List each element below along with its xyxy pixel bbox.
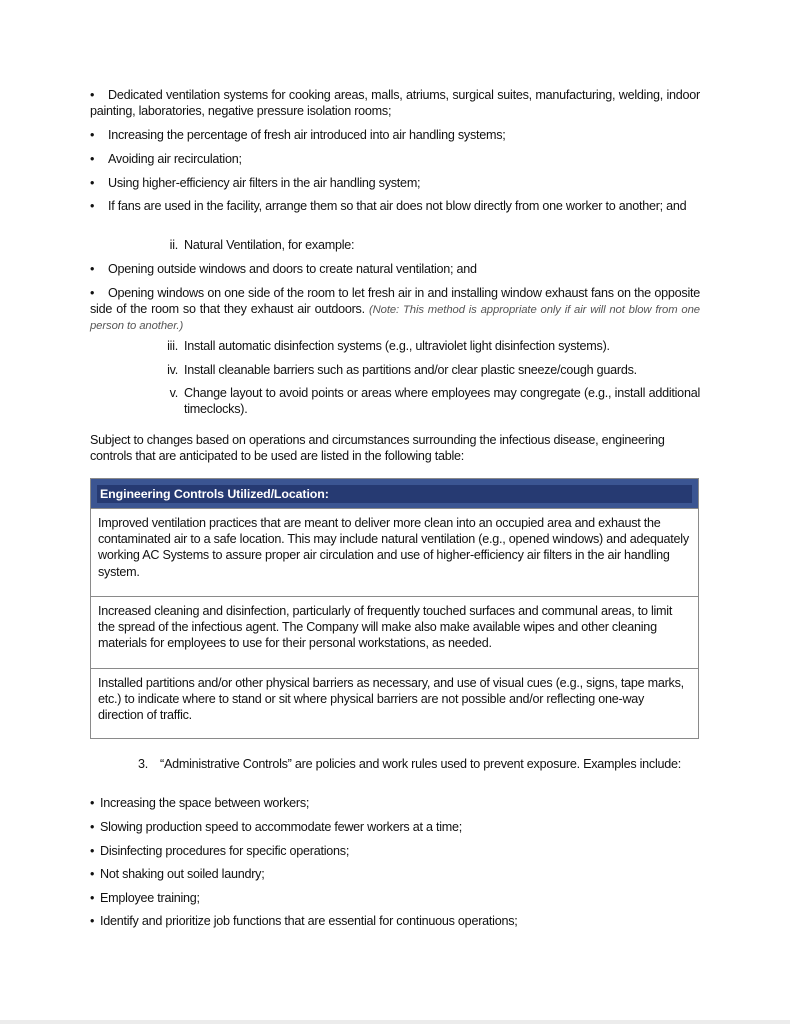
list-item: • Identify and prioritize job functions that are essential for continuous operations; bbox=[90, 914, 518, 928]
list-item: • Dedicated ventilation systems for cooking areas, malls, atriums, surgical suites, manufacturing, welding, indoor painting, laboratories, negative pressure isolation rooms; bbox=[90, 88, 700, 118]
table-header-label: Engineering Controls Utilized/Location: bbox=[97, 485, 692, 503]
roman-list-item: iv. Install cleanable barriers such as partitions and/or clear plastic sneeze/cough guards. bbox=[148, 363, 700, 379]
list-number: iv. bbox=[167, 363, 178, 377]
list-number: iii. bbox=[167, 339, 178, 353]
bullet-icon: • bbox=[90, 88, 95, 102]
list-item: • Avoiding air recirculation; bbox=[90, 152, 242, 166]
table-row: Installed partitions and/or other physical barriers as necessary, and use of visual cues (e.g., signs, tape marks, etc.) to indicate where to stand or sit where physical barriers are not possible and/or reflecting one-way direction of traffic. bbox=[91, 668, 698, 738]
table-header bbox=[91, 479, 698, 508]
numbered-list-item: 3. “Administrative Controls” are policies and work rules used to prevent exposure. Examples include: bbox=[130, 757, 700, 773]
bullet-icon: • bbox=[90, 286, 95, 300]
table-row: Improved ventilation practices that are meant to deliver more clean into an occupied area and exhaust the contaminated air to a safe location. This may include natural ventilation (e.g., opened windows) and adequately working AC Systems to assure proper air circulation and use of higher-efficiency air filters in the air handling system. bbox=[91, 508, 698, 596]
intro-paragraph: Subject to changes based on operations and circumstances surrounding the infectious disease, engineering controls that are anticipated to be used are listed in the following table: bbox=[90, 433, 665, 463]
list-item: • If fans are used in the facility, arrange them so that air does not blow directly from one worker to another; and bbox=[90, 199, 687, 213]
list-item: • Increasing the percentage of fresh air introduced into air handling systems; bbox=[90, 128, 506, 142]
table-row: Increased cleaning and disinfection, particularly of frequently touched surfaces and communal areas, to limit the spread of the infectious agent. The Company will make also make available wipes and other cleaning materials for employees to use for their personal workstations, as needed. bbox=[91, 596, 698, 668]
bullet-icon: • bbox=[90, 914, 95, 928]
bullet-icon: • bbox=[90, 152, 95, 166]
bullet-icon: • bbox=[90, 867, 95, 881]
note-text: (Note: This method is appropriate only if air will not blow from one person to another.) bbox=[90, 303, 700, 332]
roman-list-item: ii. Natural Ventilation, for example: bbox=[148, 238, 700, 254]
bullet-icon: • bbox=[90, 891, 95, 905]
list-item: • Employee training; bbox=[90, 891, 200, 905]
list-item: • Using higher-efficiency air filters in the air handling system; bbox=[90, 176, 421, 190]
list-item: • Not shaking out soiled laundry; bbox=[90, 867, 265, 881]
bullet-icon: • bbox=[90, 128, 95, 142]
list-item: • Opening windows on one side of the room to let fresh air in and installing window exhaust fans on the opposite side of the room so that they exhaust air outdoors. (Note: This method is appropriate only if air will not blow from one person to another.) bbox=[90, 286, 700, 332]
bullet-icon: • bbox=[90, 820, 95, 834]
list-item: • Opening outside windows and doors to create natural ventilation; and bbox=[90, 262, 477, 276]
bullet-icon: • bbox=[90, 199, 95, 213]
bullet-icon: • bbox=[90, 176, 95, 190]
list-number: 3. bbox=[137, 757, 148, 771]
bullet-icon: • bbox=[90, 796, 95, 810]
bullet-icon: • bbox=[90, 844, 95, 858]
list-item: • Disinfecting procedures for specific operations; bbox=[90, 844, 350, 858]
list-number: v. bbox=[169, 386, 178, 400]
engineering-controls-table bbox=[90, 478, 699, 739]
roman-list-item: iii. Install automatic disinfection systems (e.g., ultraviolet light disinfection systems). bbox=[148, 339, 700, 355]
roman-list-item: v. Change layout to avoid points or areas where employees may congregate (e.g., install additional timeclocks). bbox=[148, 386, 700, 417]
list-item: • Increasing the space between workers; bbox=[90, 796, 310, 810]
page-bottom-edge bbox=[0, 1020, 790, 1024]
bullet-icon: • bbox=[90, 262, 95, 276]
list-number: ii. bbox=[169, 238, 178, 252]
list-item: • Slowing production speed to accommodate fewer workers at a time; bbox=[90, 820, 462, 834]
